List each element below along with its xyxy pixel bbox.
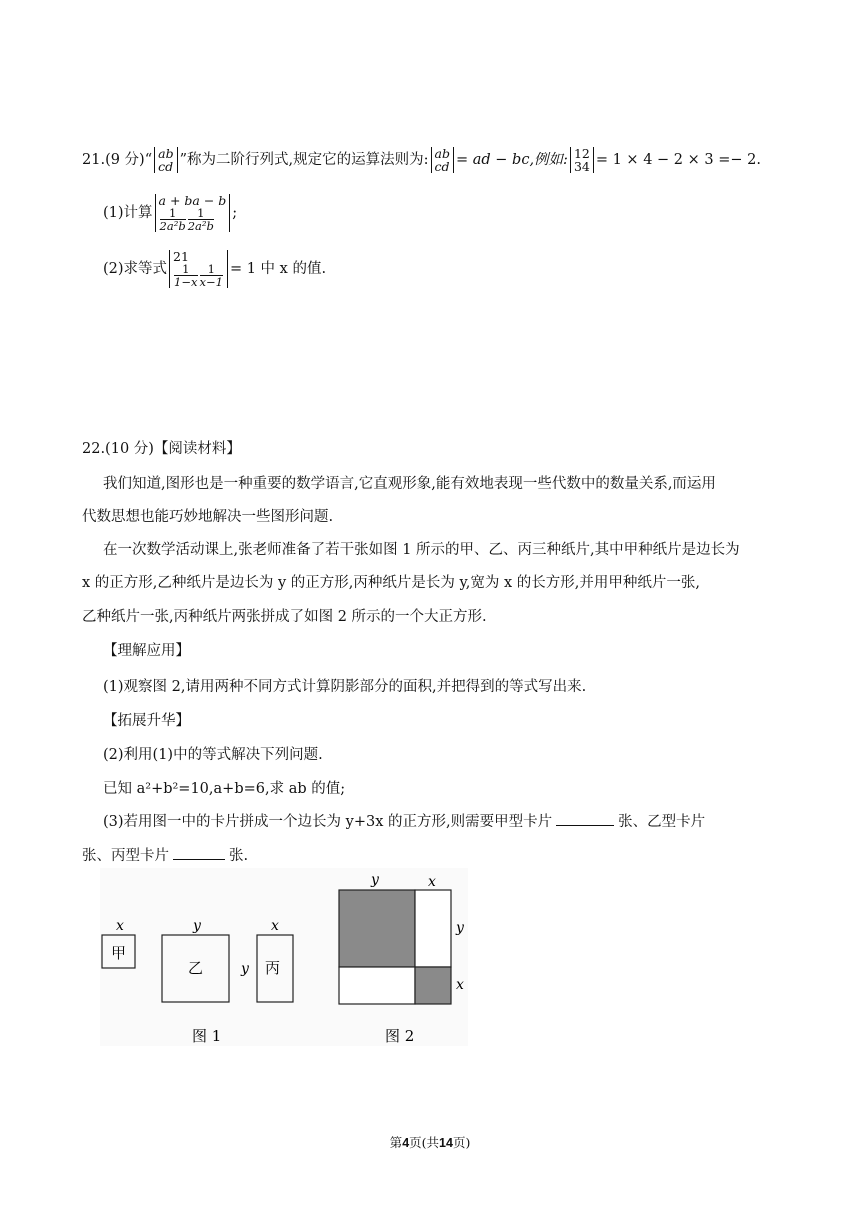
det-row: ab [434, 146, 450, 161]
item3-text: 张、乙型卡片 [618, 814, 706, 830]
q22-para2-c: 乙种纸片一张,丙种纸片两张拼成了如图 2 所示的一个大正方形. [82, 609, 487, 625]
shaded-square-y [339, 890, 415, 967]
q22-header: 22.(10 分)【阅读材料】 [82, 441, 241, 457]
det-row: 34 [573, 159, 590, 175]
label-y: y [371, 872, 379, 888]
q22-known: 已知 a²+b²=10,a+b=6,求 ab 的值; [103, 781, 346, 797]
label-x: x [456, 977, 464, 993]
q22-para1-b: 代数思想也能巧妙地解决一些图形问题. [82, 509, 334, 525]
item3-text: (3)若用图一中的卡片拼成一个边长为 y+3x 的正方形,则需要甲型卡片 [103, 814, 553, 830]
q22-item1: (1)观察图 2,请用两种不同方式计算阴影部分的面积,并把得到的等式写出来. [103, 679, 587, 695]
card-yi-label: 乙 [188, 959, 204, 977]
label-y: y [193, 918, 201, 934]
det-row: cd [158, 159, 174, 175]
det-row: ab [158, 146, 174, 161]
denominator: 2a²b [159, 219, 186, 234]
q22-para1-a: 我们知道,图形也是一种重要的数学语言,它直观形象,能有效地表现一些代数中的数量关系,而运用 [103, 476, 716, 492]
det-row: 21 [173, 249, 189, 264]
card-bing-label: 丙 [265, 959, 281, 977]
denominator: 1−x [174, 275, 198, 290]
rect-top-right [415, 890, 451, 967]
q22-item2: (2)利用(1)中的等式解决下列问题. [103, 747, 323, 763]
current-page-number: 4 [402, 1136, 410, 1150]
numerator: 1 [174, 263, 197, 276]
q22-section-understand: 【理解应用】 [103, 643, 190, 659]
denominator: 2a²b [187, 219, 214, 234]
card-jia-label: 甲 [111, 944, 127, 962]
page-footer [0, 1133, 860, 1151]
label-x: x [428, 874, 436, 890]
numerator: 1 [160, 207, 186, 220]
q21-p1-label: (1)计算 [103, 205, 153, 222]
det-row: 12 [573, 146, 590, 161]
quote-mark: “ [144, 152, 153, 169]
rect-bottom-left [339, 967, 415, 1004]
item3-text: 张、丙型卡片 [82, 848, 169, 864]
footer-text: 页) [452, 1135, 471, 1150]
q22-para2-b: x 的正方形,乙种纸片是边长为 y 的正方形,丙种纸片是长为 y,宽为 x 的长方形,并用甲种纸片一张, [82, 575, 701, 591]
q22-section-extend: 【拓展升华】 [103, 713, 190, 729]
numerator: 1 [188, 207, 214, 220]
label-x: x [271, 918, 279, 934]
q21-score: (9 分) [105, 152, 145, 169]
det-row: cd [434, 159, 450, 175]
semicolon: ; [232, 205, 238, 222]
det-row: a + ba − b [158, 193, 227, 208]
q21-p2-tail: = 1 中 x 的值. [229, 261, 327, 278]
q22-para2-a: 在一次数学活动课上,张老师准备了若干张如图 1 所示的甲、乙、丙三种纸片,其中甲种纸片是边长为 [103, 542, 740, 558]
q21-number: 21. [82, 152, 106, 169]
denominator: x−1 [199, 275, 223, 290]
q21-p2-label: (2)求等式 [103, 261, 168, 278]
label-y: y [456, 920, 464, 936]
label-x: x [116, 918, 124, 934]
shaded-square-x [415, 967, 451, 1004]
q21-intro: ”称为二阶行列式,规定它的运算法则为: [179, 152, 429, 169]
q21-rule-rhs: = ad − bc,例如: [455, 152, 568, 169]
q21-example-rhs: = 1 × 4 − 2 × 3 =− 2. [595, 152, 761, 169]
footer-text: 第 [389, 1135, 403, 1150]
figure-2-caption: 图 2 [385, 1027, 415, 1045]
label-y: y [241, 961, 249, 977]
total-page-number: 14 [439, 1136, 453, 1150]
item3-text: 张. [229, 848, 249, 864]
footer-text: 页(共 [409, 1135, 440, 1150]
numerator: 1 [200, 263, 223, 276]
figure-1-caption: 图 1 [192, 1027, 222, 1045]
